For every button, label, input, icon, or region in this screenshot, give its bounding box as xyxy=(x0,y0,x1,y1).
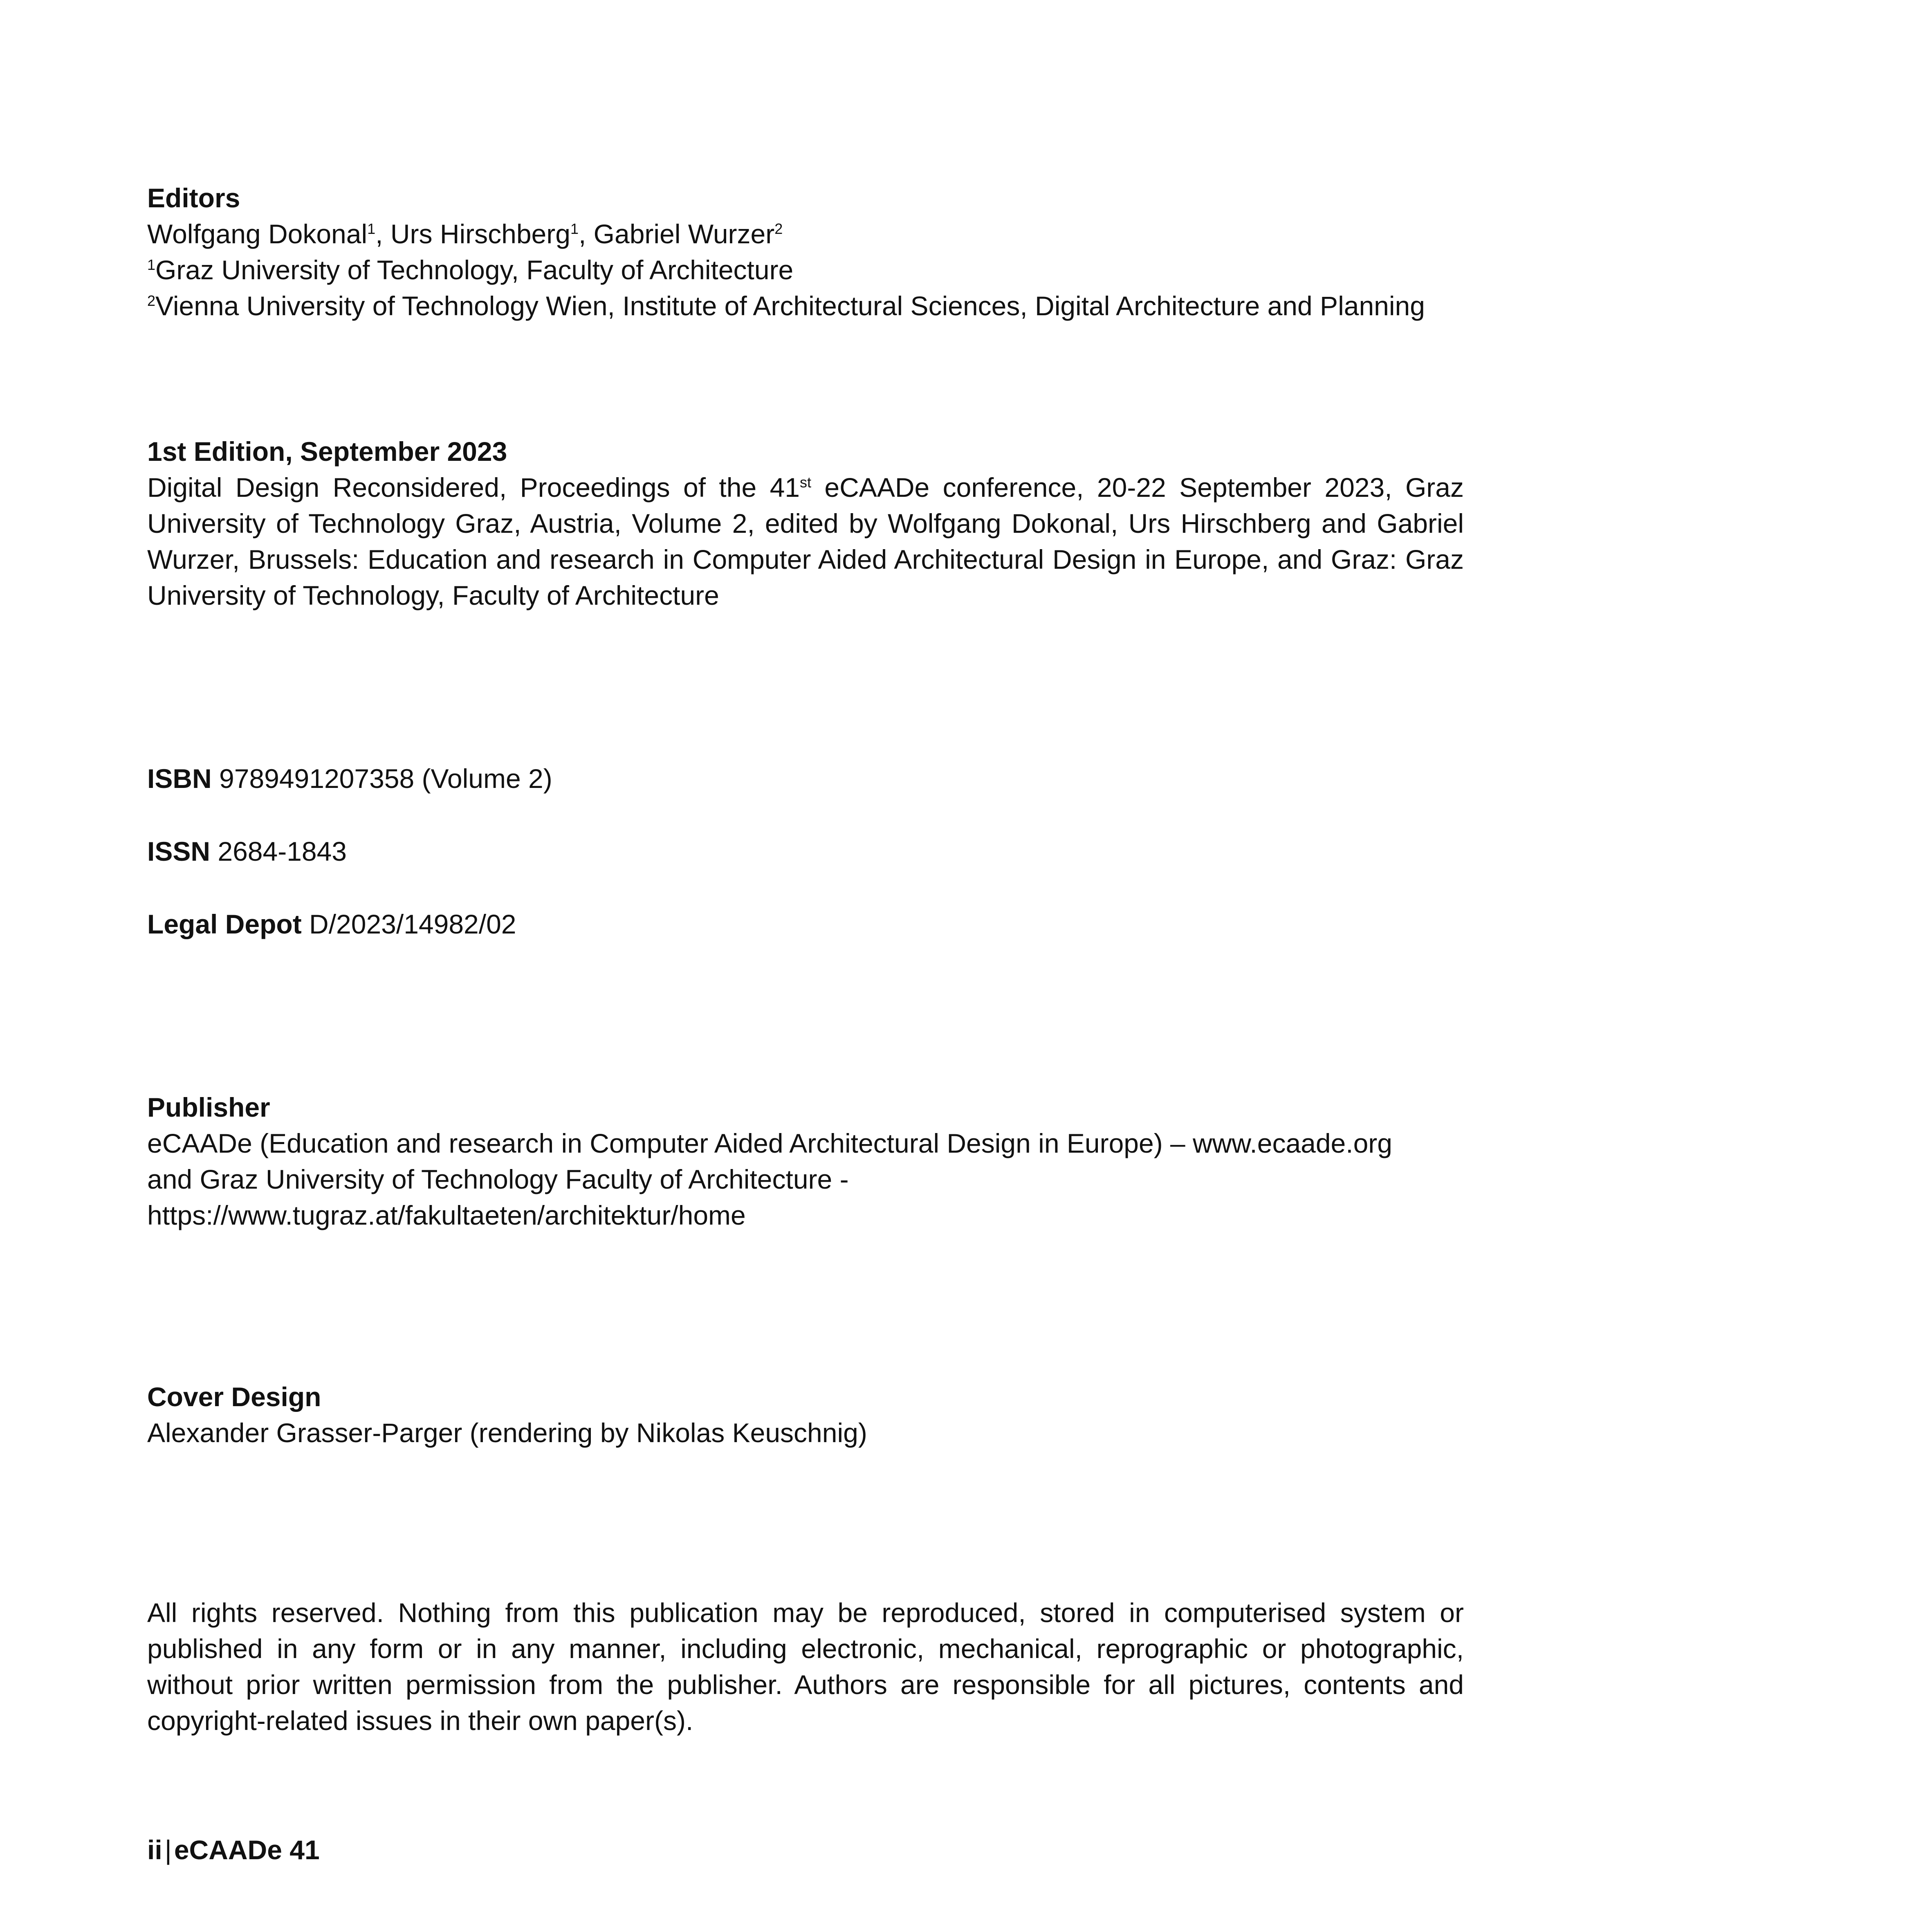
publisher-heading: Publisher xyxy=(147,1092,270,1122)
page-footer xyxy=(147,1832,320,1868)
citation-text: eCAADe conference, 20-22 September 2023, Graz University of Technology Graz, Austria, Volume 2, edited by Wolfgang Dokonal, Urs Hirschberg and Gabriel Wurzer, Brussels: Education and research in Computer Aided Architectural Design in Europe, and Graz: Graz University of Technology, Faculty of Architecture xyxy=(147,472,1464,610)
rights-paragraph: All rights reserved. Nothing from this publication may be reproduced, stored in computerised system or published in any form or in any manner, including electronic, mechanical, reprographic or photographic, without prior written permission from the publisher. Authors are responsible for all pictures, contents and copyright-related issues in their own paper(s). xyxy=(147,1598,1464,1736)
editors-section xyxy=(147,180,1464,324)
issn-line xyxy=(147,833,1464,869)
affiliation-marker: 1 xyxy=(147,256,156,273)
citation-paragraph xyxy=(147,469,1464,613)
edition-section xyxy=(147,433,1464,613)
edition-heading: 1st Edition, September 2023 xyxy=(147,436,507,467)
affiliation-2 xyxy=(147,288,1464,324)
page-number: ii xyxy=(147,1835,162,1865)
affiliation-marker: 1 xyxy=(367,220,376,237)
isbn-value: 9789491207358 (Volume 2) xyxy=(219,763,552,794)
issn-label: ISSN xyxy=(147,836,211,866)
footer-title: eCAADe 41 xyxy=(174,1835,320,1865)
legal-depot-value: D/2023/14982/02 xyxy=(309,909,516,939)
legal-depot-line xyxy=(147,906,1464,942)
cover-design-section xyxy=(147,1379,1464,1451)
affiliation-text: Graz University of Technology, Faculty of Architecture xyxy=(155,255,794,285)
affiliation-marker: 2 xyxy=(147,292,156,309)
footer-separator: | xyxy=(164,1835,172,1865)
editor-name: Gabriel Wurzer xyxy=(593,219,775,249)
affiliation-text: Vienna University of Technology Wien, Institute of Architectural Sciences, Digital Architecture and Planning xyxy=(155,291,1425,321)
name-separator: , xyxy=(375,219,390,249)
publisher-url: https://www.tugraz.at/fakultaeten/architektur/home xyxy=(147,1200,746,1230)
editor-name: Wolfgang Dokonal xyxy=(147,219,368,249)
isbn-line xyxy=(147,761,1464,797)
publisher-line: and Graz University of Technology Faculty of Architecture - xyxy=(147,1164,849,1194)
affiliation-1 xyxy=(147,252,1464,288)
editors-heading: Editors xyxy=(147,183,240,213)
editors-names xyxy=(147,216,1464,252)
editor-name: Urs Hirschberg xyxy=(390,219,570,249)
affiliation-marker: 2 xyxy=(774,220,783,237)
legal-depot-label: Legal Depot xyxy=(147,909,302,939)
publisher-line: eCAADe (Education and research in Computer Aided Architectural Design in Europe) – www.ecaade.org xyxy=(147,1128,1392,1158)
citation-text: Digital Design Reconsidered, Proceedings of the 41 xyxy=(147,472,800,503)
issn-value: 2684-1843 xyxy=(218,836,347,866)
cover-design-text: Alexander Grasser-Parger (rendering by Nikolas Keuschnig) xyxy=(147,1418,867,1448)
affiliation-marker: 1 xyxy=(570,220,579,237)
ordinal-suffix: st xyxy=(800,474,812,491)
cover-design-heading: Cover Design xyxy=(147,1382,321,1412)
name-separator: , xyxy=(578,219,594,249)
isbn-label: ISBN xyxy=(147,763,212,794)
publisher-section xyxy=(147,1089,1464,1233)
